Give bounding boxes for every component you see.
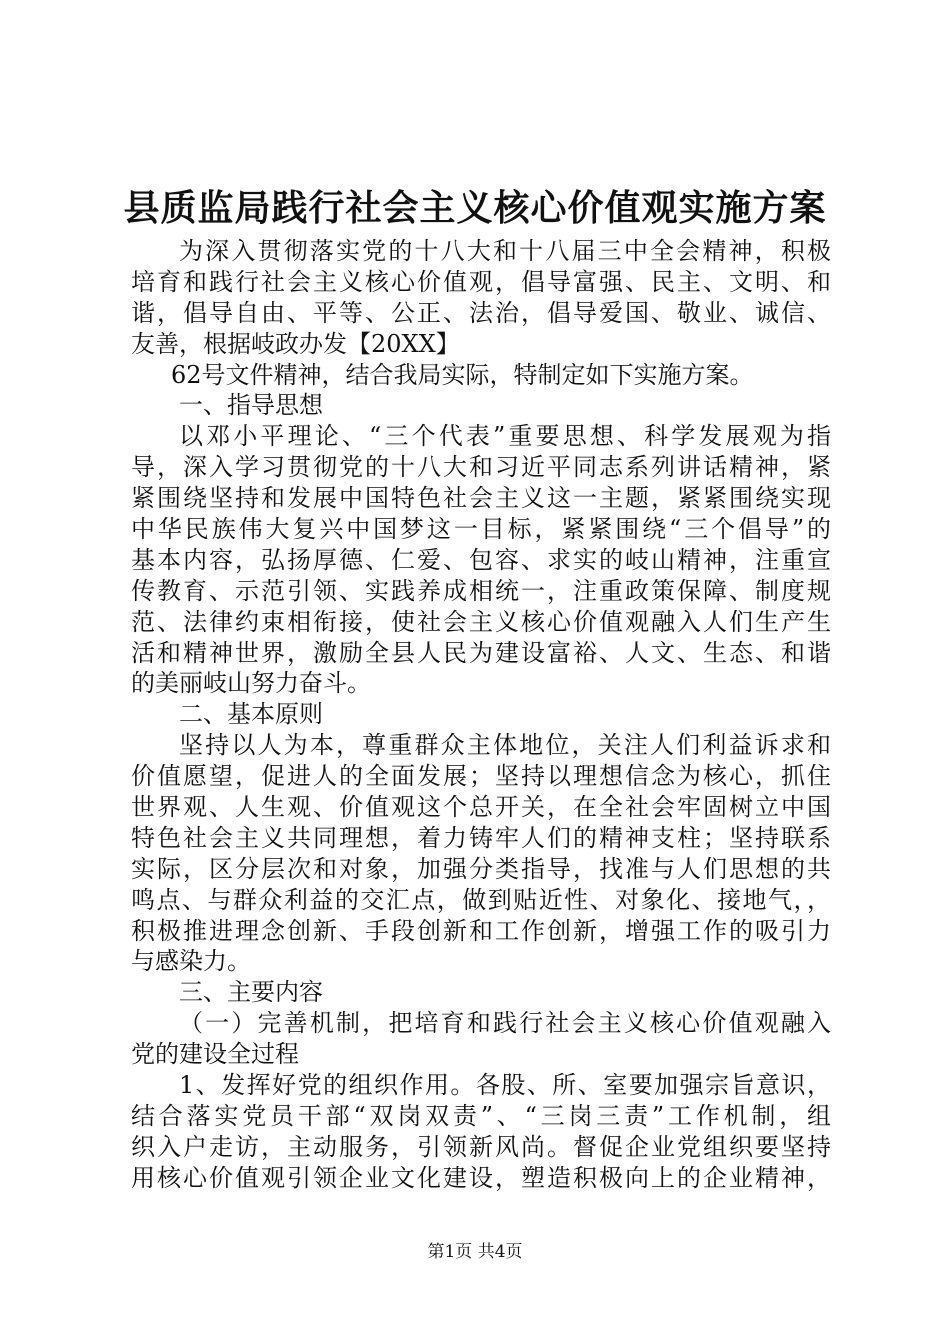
paragraph-line: 世界观、人生观、价值观这个总开关，在全社会牢固树立中国 xyxy=(131,793,831,822)
paragraph-line: 织入户走访，主动服务，引领新风尚。督促企业党组织要坚持 xyxy=(131,1132,831,1161)
paragraph-line: 62号文件精神，结合我局实际，特制定如下实施方案。 xyxy=(171,360,754,389)
paragraph-line: 实际，区分层次和对象，加强分类指导，找准与人们思想的共 xyxy=(131,854,831,883)
paragraph-line: 以邓小平理论、“三个代表”重要思想、科学发展观为指 xyxy=(179,422,831,451)
paragraph-line: 紧围绕坚持和发展中国特色社会主义这一主题，紧紧围绕实现 xyxy=(131,484,831,513)
paragraph-line: 范、法律约束相衔接，使社会主义核心价值观融入人们生产生 xyxy=(131,607,831,636)
paragraph-line: 积极推进理念创新、手段创新和工作创新，增强工作的吸引力 xyxy=(131,916,831,945)
subsection-heading: （一）完善机制，把培育和践行社会主义核心价值观融入 xyxy=(179,1009,831,1038)
paragraph-line: 友善，根据岐政办发【20XX】 xyxy=(131,329,460,358)
page-number-footer: 第1页 共4页 xyxy=(427,1242,523,1262)
document-body xyxy=(131,236,831,1194)
paragraph-line: 传教育、示范引领、实践养成相统一，注重政策保障、制度规 xyxy=(131,576,831,605)
document-title: 县质监局践行社会主义核心价值观实施方案 xyxy=(123,187,827,229)
paragraph-line: 中华民族伟大复兴中国梦这一目标，紧紧围绕“三个倡导”的 xyxy=(131,515,831,544)
paragraph-line: 与感染力。 xyxy=(131,947,251,976)
section-heading: 三、主要内容 xyxy=(179,978,323,1007)
subsection-heading: 党的建设全过程 xyxy=(131,1040,299,1069)
paragraph-line: 坚持以人为本，尊重群众主体地位，关注人们利益诉求和 xyxy=(179,731,831,760)
paragraph-line: 导，深入学习贯彻党的十八大和习近平同志系列讲话精神，紧 xyxy=(131,453,831,482)
paragraph-line: 鸣点、与群众利益的交汇点，做到贴近性、对象化、接地气，， xyxy=(131,885,831,914)
section-heading: 一、指导思想 xyxy=(179,391,323,420)
paragraph-line: 结合落实党员干部“双岗双责”、“三岗三责”工作机制，组 xyxy=(131,1101,831,1130)
paragraph-line: 活和精神世界，激励全县人民为建设富裕、人文、生态、和谐 xyxy=(131,638,831,667)
paragraph-line: 谐，倡导自由、平等、公正、法治，倡导爱国、敬业、诚信、 xyxy=(131,298,831,327)
paragraph-line: 为深入贯彻落实党的十八大和十八届三中全会精神，积极 xyxy=(179,237,831,265)
paragraph-line: 价值愿望，促进人的全面发展；坚持以理想信念为核心，抓住 xyxy=(131,762,831,791)
section-heading: 二、基本原则 xyxy=(179,700,323,729)
paragraph-line: 特色社会主义共同理想，着力铸牢人们的精神支柱；坚持联系 xyxy=(131,823,831,852)
paragraph-line: 1、发挥好党的组织作用。各股、所、室要加强宗旨意识， xyxy=(179,1071,831,1100)
paragraph-line: 用核心价值观引领企业文化建设，塑造积极向上的企业精神， xyxy=(131,1163,831,1192)
paragraph-line: 的美丽岐山努力奋斗。 xyxy=(131,669,371,698)
paragraph-line: 培育和践行社会主义核心价值观，倡导富强、民主、文明、和 xyxy=(131,267,831,296)
paragraph-line: 基本内容，弘扬厚德、仁爱、包容、求实的岐山精神，注重宣 xyxy=(131,545,831,574)
